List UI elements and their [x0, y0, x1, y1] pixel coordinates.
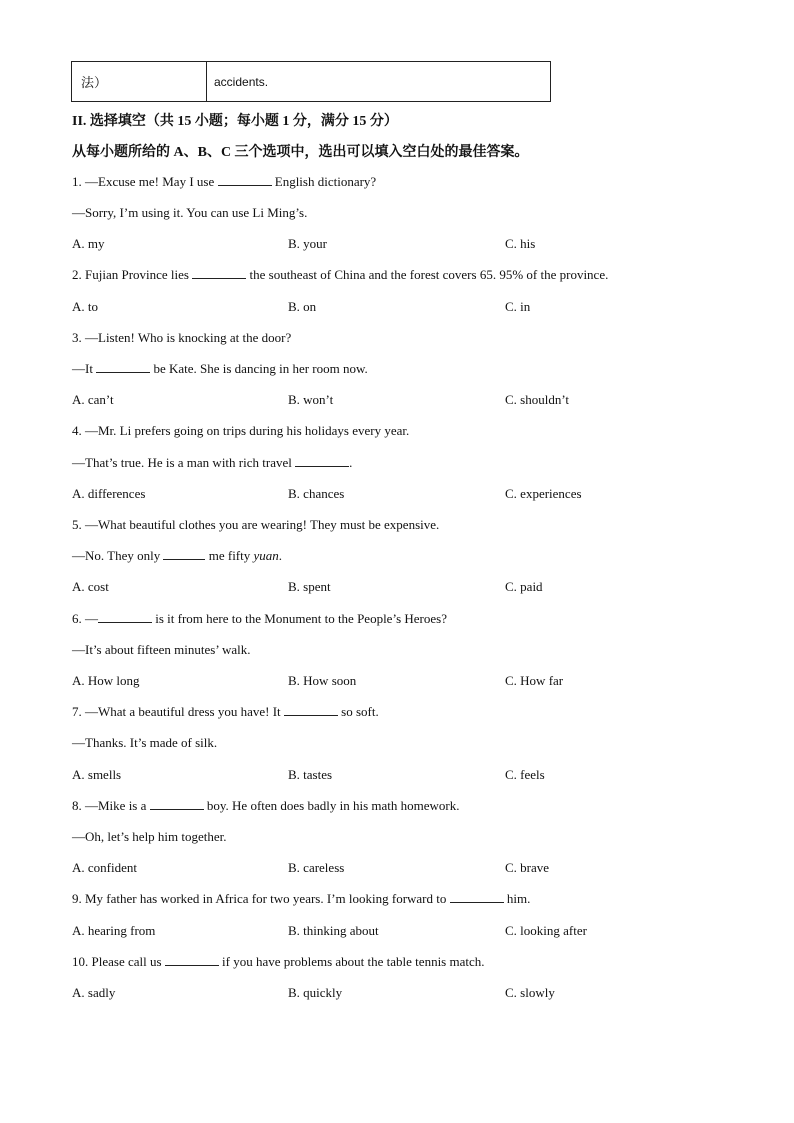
- question-10-option-c[interactable]: C. slowly: [505, 985, 555, 1000]
- question-8-option-b[interactable]: B. careless: [288, 860, 345, 875]
- question-8-line-2: —Oh, let’s help him together.: [72, 829, 227, 844]
- question-10-option-b[interactable]: B. quickly: [288, 985, 343, 1000]
- answer-blank[interactable]: [150, 798, 204, 810]
- question-6-option-c[interactable]: C. How far: [505, 673, 564, 688]
- question-1-option-c[interactable]: C. his: [505, 236, 536, 251]
- question-8-option-c[interactable]: C. brave: [505, 860, 550, 875]
- question-4-option-a[interactable]: A. differences: [72, 486, 146, 501]
- answer-blank[interactable]: [284, 704, 338, 716]
- question-9-option-a[interactable]: A. hearing from: [72, 923, 156, 938]
- question-6-option-a[interactable]: A. How long: [72, 673, 140, 688]
- answer-blank[interactable]: [96, 361, 150, 373]
- question-7-line-2: —Thanks. It’s made of silk.: [72, 735, 218, 750]
- question-3-line-2: —It be Kate. She is dancing in her room now.: [72, 361, 368, 376]
- question-3-option-c[interactable]: C. shouldn’t: [505, 392, 570, 407]
- question-4-line-2: —That’s true. He is a man with rich travel .: [72, 455, 353, 470]
- question-4-option-b[interactable]: B. chances: [288, 486, 345, 501]
- answer-blank[interactable]: [163, 548, 205, 560]
- question-1-line-1: 1. —Excuse me! May I use English dictionary?: [72, 174, 377, 189]
- table-cell-right: accidents.: [214, 74, 269, 89]
- question-5-option-b[interactable]: B. spent: [288, 579, 331, 594]
- question-4-line-1: 4. —Mr. Li prefers going on trips during his holidays every year.: [72, 423, 410, 438]
- question-4-option-c[interactable]: C. experiences: [505, 486, 582, 501]
- question-8-line-1: 8. —Mike is a boy. He often does badly in his math homework.: [72, 798, 460, 813]
- question-2-option-b[interactable]: B. on: [288, 299, 317, 314]
- question-7-option-a[interactable]: A. smells: [72, 767, 122, 782]
- section-instruction: 从每小题所给的 A、B、C 三个选项中，选出可以填入空白处的最佳答案。: [72, 145, 529, 160]
- top-table: [71, 61, 551, 102]
- question-10-option-a[interactable]: A. sadly: [72, 985, 116, 1000]
- answer-blank[interactable]: [218, 174, 272, 186]
- question-9-line-1: 9. My father has worked in Africa for two years. I’m looking forward to him.: [72, 891, 531, 906]
- question-5-option-a[interactable]: A. cost: [72, 579, 109, 594]
- question-9-option-b[interactable]: B. thinking about: [288, 923, 379, 938]
- question-5-line-1: 5. —What beautiful clothes you are wearing! They must be expensive.: [72, 517, 440, 532]
- question-1-option-b[interactable]: B. your: [288, 236, 327, 251]
- section-title: II. 选择填空（共 15 小题；每小题 1 分，满分 15 分）: [72, 114, 398, 129]
- question-6-line-2: —It’s about fifteen minutes’ walk.: [72, 642, 251, 657]
- question-3-option-a[interactable]: A. can’t: [72, 392, 114, 407]
- answer-blank[interactable]: [165, 954, 219, 966]
- question-5-line-2: —No. They only me fifty yuan.: [72, 548, 283, 563]
- question-10-line-1: 10. Please call us if you have problems about the table tennis match.: [72, 954, 485, 969]
- question-8-option-a[interactable]: A. confident: [72, 860, 137, 875]
- question-3-line-1: 3. —Listen! Who is knocking at the door?: [72, 330, 292, 345]
- answer-blank[interactable]: [98, 611, 152, 623]
- question-2-option-c[interactable]: C. in: [505, 299, 531, 314]
- question-1-line-2: —Sorry, I’m using it. You can use Li Ming’s.: [72, 205, 308, 220]
- question-1-option-a[interactable]: A. my: [72, 236, 105, 251]
- question-2-option-a[interactable]: A. to: [72, 299, 98, 314]
- answer-blank[interactable]: [192, 267, 246, 279]
- question-3-option-b[interactable]: B. won’t: [288, 392, 334, 407]
- question-7-line-1: 7. —What a beautiful dress you have! It so soft.: [72, 704, 379, 719]
- question-7-option-c[interactable]: C. feels: [505, 767, 545, 782]
- question-7-option-b[interactable]: B. tastes: [288, 767, 333, 782]
- answer-blank[interactable]: [450, 891, 504, 903]
- answer-blank[interactable]: [295, 455, 349, 467]
- question-9-option-c[interactable]: C. looking after: [505, 923, 587, 938]
- question-6-line-1: 6. — is it from here to the Monument to the People’s Heroes?: [72, 611, 447, 626]
- question-6-option-b[interactable]: B. How soon: [288, 673, 357, 688]
- question-5-option-c[interactable]: C. paid: [505, 579, 543, 594]
- table-cell-left: 法）: [72, 62, 207, 101]
- question-2-line-1: 2. Fujian Province lies the southeast of China and the forest covers 65. 95% of the province.: [72, 267, 609, 282]
